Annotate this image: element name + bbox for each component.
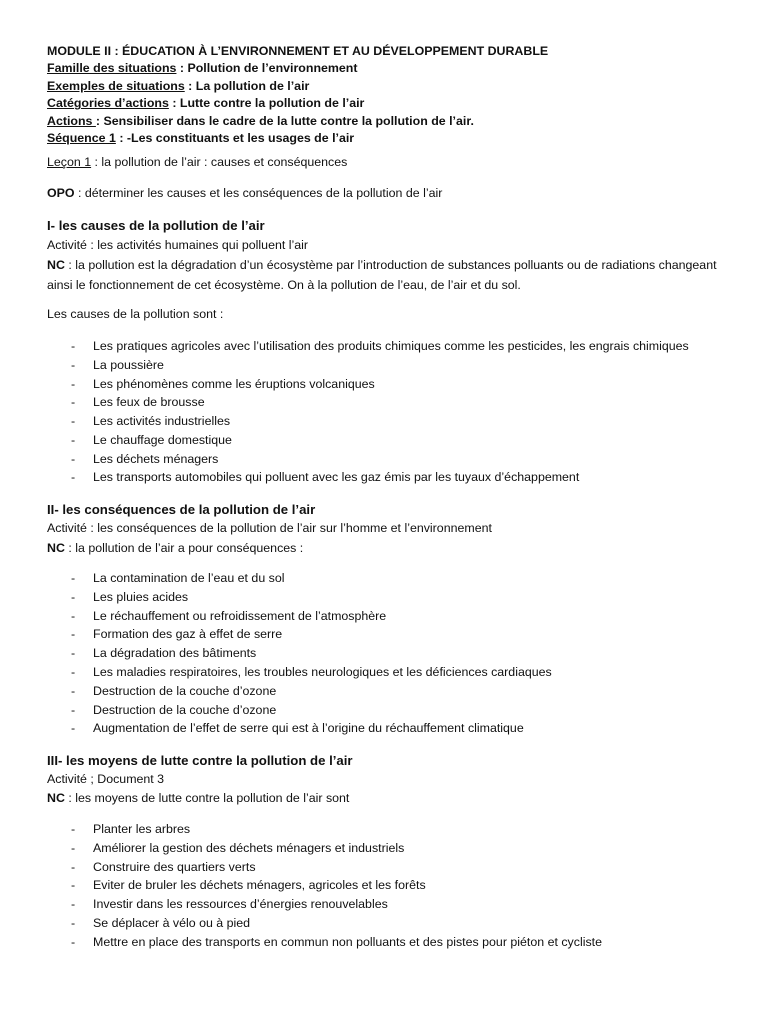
section1-nc-text: : la pollution est la dégradation d’un écosystème par l’introduction de substances polluants ou de radiations changeant ainsi le fonctionnement de cet écosystème. On à la pollution de l’eau, de l’air et du sol. xyxy=(47,258,717,292)
list-item xyxy=(47,839,602,858)
list-item-text: Les activités industrielles xyxy=(93,414,231,428)
section1-intro: Les causes de la pollution sont : xyxy=(47,307,224,321)
dash-bullet: - xyxy=(71,339,76,353)
list-item xyxy=(47,858,602,877)
moyens-list xyxy=(47,820,602,951)
opo-label: OPO xyxy=(47,186,75,200)
list-item xyxy=(47,337,689,356)
exemples-label: Exemples de situations xyxy=(47,78,185,93)
list-item-text: Destruction de la couche d’ozone xyxy=(93,702,277,717)
section1-nc xyxy=(47,256,737,295)
lecon-label: Leçon 1 xyxy=(47,155,92,169)
dash-bullet: - xyxy=(71,683,76,698)
dash-bullet: - xyxy=(71,395,76,410)
actions-line xyxy=(47,113,548,130)
dash-bullet: - xyxy=(71,915,76,930)
list-item xyxy=(47,914,602,933)
list-item xyxy=(47,625,552,644)
famille-value: : Pollution de l’environnement xyxy=(176,61,358,76)
section2-nc-text: : la pollution de l’air a pour conséquences : xyxy=(64,541,304,555)
list-item-text: La poussière xyxy=(93,357,164,372)
document-header xyxy=(47,43,548,147)
list-item xyxy=(47,719,552,738)
list-item xyxy=(47,933,602,952)
list-item-text: Améliorer la gestion des déchets ménagers et industriels xyxy=(93,840,405,855)
list-item xyxy=(47,393,689,412)
list-item-text: Planter les arbres xyxy=(93,822,191,836)
list-item-text: Les maladies respiratoires, les troubles neurologiques et les déficiences cardiaques xyxy=(93,664,552,679)
section1-activite: Activité : les activités humaines qui polluent l’air xyxy=(47,238,309,252)
list-item-text: Destruction de la couche d’ozone xyxy=(93,683,277,698)
actions-value: : Sensibiliser dans le cadre de la lutte contre la pollution de l’air. xyxy=(95,113,474,128)
section3-nc-text: : les moyens de lutte contre la pollution de l’air sont xyxy=(64,791,350,805)
dash-bullet: - xyxy=(71,859,76,874)
opo-line xyxy=(47,186,442,200)
section2-heading: II- les conséquences de la pollution de l’air xyxy=(47,502,316,517)
section2-nc-label: NC xyxy=(47,541,65,555)
list-item-text: Formation des gaz à effet de serre xyxy=(93,627,283,642)
lecon-line xyxy=(47,155,347,169)
consequences-list xyxy=(47,569,552,738)
list-item-text: La contamination de l’eau et du sol xyxy=(93,571,285,585)
section1-nc-label: NC xyxy=(47,258,65,272)
dash-bullet: - xyxy=(71,840,76,855)
dash-bullet: - xyxy=(71,357,76,372)
list-item-text: Le réchauffement ou refroidissement de l’atmosphère xyxy=(93,608,387,623)
categories-line xyxy=(47,95,548,112)
famille-label: Famille des situations xyxy=(47,61,177,76)
list-item-text: Les transports automobiles qui polluent avec les gaz émis par les tuyaux d’échappement xyxy=(93,470,580,485)
list-item xyxy=(47,450,689,469)
list-item xyxy=(47,895,602,914)
list-item-text: Le chauffage domestique xyxy=(93,432,232,447)
dash-bullet: - xyxy=(71,934,76,949)
categories-value: : Lutte contre la pollution de l’air xyxy=(168,96,365,111)
list-item-text: Les déchets ménagers xyxy=(93,451,219,466)
sequence-value: : -Les constituants et les usages de l’air xyxy=(115,131,355,146)
list-item xyxy=(47,412,689,431)
list-item-text: Augmentation de l’effet de serre qui est à l’origine du réchauffement climatique xyxy=(93,721,524,736)
list-item xyxy=(47,588,552,607)
list-item-text: Les pluies acides xyxy=(93,589,189,604)
exemples-line xyxy=(47,78,548,95)
list-item xyxy=(47,701,552,720)
causes-list xyxy=(47,337,689,487)
list-item-text: Mettre en place des transports en commun non polluants et des pistes pour piéton et cycliste xyxy=(93,934,602,949)
dash-bullet: - xyxy=(71,627,76,642)
list-item xyxy=(47,356,689,375)
dash-bullet: - xyxy=(71,432,76,447)
exemples-value: : La pollution de l’air xyxy=(184,78,310,93)
dash-bullet: - xyxy=(71,451,76,466)
list-item-text: Les feux de brousse xyxy=(93,395,205,410)
dash-bullet: - xyxy=(71,376,76,391)
dash-bullet: - xyxy=(71,571,76,585)
list-item xyxy=(47,663,552,682)
list-item-text: Les phénomènes comme les éruptions volcaniques xyxy=(93,376,375,391)
section3-activite: Activité ; Document 3 xyxy=(47,772,165,786)
dash-bullet: - xyxy=(71,702,76,717)
list-item xyxy=(47,468,689,487)
list-item-text: Les pratiques agricoles avec l’utilisation des produits chimiques comme les pesticides, les engrais chimiques xyxy=(93,339,689,353)
section3-nc-label: NC xyxy=(47,791,65,805)
dash-bullet: - xyxy=(71,721,76,736)
list-item xyxy=(47,682,552,701)
dash-bullet: - xyxy=(71,470,76,485)
dash-bullet: - xyxy=(71,878,76,893)
list-item xyxy=(47,644,552,663)
dash-bullet: - xyxy=(71,414,76,428)
actions-label: Actions xyxy=(47,113,96,128)
section1-heading: I- les causes de la pollution de l’air xyxy=(47,218,265,233)
section3-nc xyxy=(47,791,349,805)
section3-heading: III- les moyens de lutte contre la pollution de l’air xyxy=(47,753,353,768)
list-item xyxy=(47,876,602,895)
list-item-text: Construire des quartiers verts xyxy=(93,859,256,874)
dash-bullet: - xyxy=(71,646,76,661)
list-item-text: La dégradation des bâtiments xyxy=(93,646,257,661)
section2-nc xyxy=(47,541,303,555)
dash-bullet: - xyxy=(71,608,76,623)
lecon-value: : la pollution de l’air : causes et conséquences xyxy=(91,155,348,169)
opo-value: : déterminer les causes et les conséquences de la pollution de l’air xyxy=(74,186,443,200)
list-item xyxy=(47,569,552,588)
famille-line xyxy=(47,60,548,77)
dash-bullet: - xyxy=(71,822,76,836)
dash-bullet: - xyxy=(71,589,76,604)
list-item xyxy=(47,431,689,450)
sequence-label: Séquence 1 xyxy=(47,131,116,146)
section2-activite: Activité : les conséquences de la pollution de l’air sur l’homme et l’environnement xyxy=(47,521,492,535)
sequence-line xyxy=(47,130,548,147)
module-title: MODULE II : ÉDUCATION À L’ENVIRONNEMENT ET AU DÉVELOPPEMENT DURABLE xyxy=(47,44,549,58)
list-item-text: Se déplacer à vélo ou à pied xyxy=(93,915,251,930)
list-item-text: Eviter de bruler les déchets ménagers, agricoles et les forêts xyxy=(93,878,426,893)
list-item xyxy=(47,375,689,394)
dash-bullet: - xyxy=(71,897,76,911)
list-item xyxy=(47,820,602,839)
list-item xyxy=(47,607,552,626)
dash-bullet: - xyxy=(71,664,76,679)
categories-label: Catégories d’actions xyxy=(47,96,169,111)
list-item-text: Investir dans les ressources d’énergies renouvelables xyxy=(93,897,388,911)
